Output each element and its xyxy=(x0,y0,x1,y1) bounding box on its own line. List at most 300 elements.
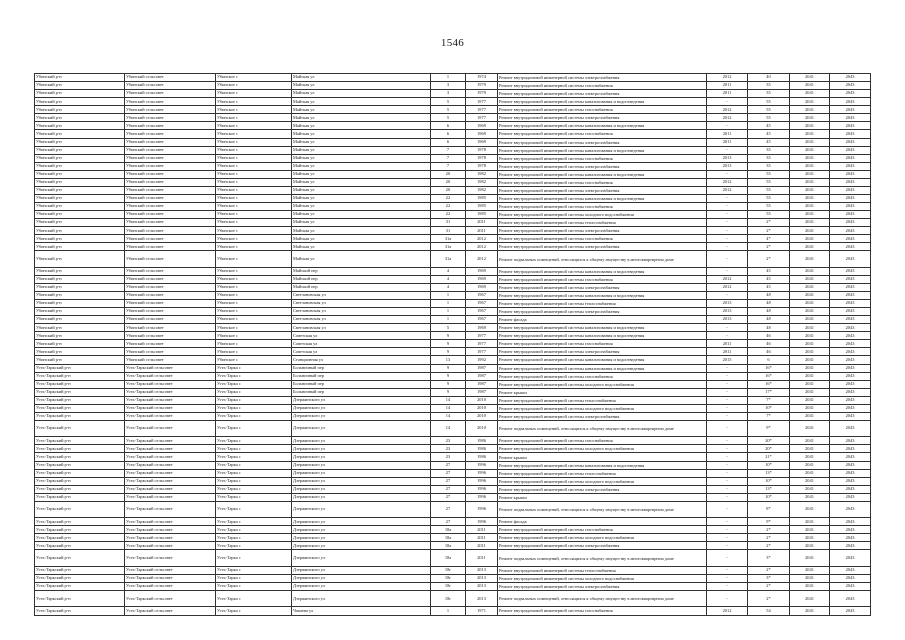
cell-municipality: Убинский сельсовет xyxy=(125,130,216,138)
cell-build-year: 1982 xyxy=(466,186,498,194)
cell-settlement: Убинское с xyxy=(216,194,292,202)
cell-build-year: 1982 xyxy=(466,170,498,178)
cell-plan-start-year: 2041 xyxy=(790,388,830,396)
cell-plan-start-year: 2041 xyxy=(790,130,830,138)
cell-last-repair-year: - xyxy=(707,583,748,591)
cell-build-year: 2011 xyxy=(466,542,498,550)
cell-district: Убинский р-н xyxy=(35,98,125,106)
cell-build-year: 2012 xyxy=(466,251,498,267)
cell-house-number: 1 xyxy=(431,308,466,316)
cell-wear-percent: 10* xyxy=(748,493,790,501)
cell-plan-end-year: 2043 xyxy=(830,227,871,235)
cell-plan-end-year: 2043 xyxy=(830,348,871,356)
cell-wear-percent: 55 xyxy=(748,106,790,114)
cell-wear-percent: 10* xyxy=(748,477,790,485)
cell-settlement: Убинское с xyxy=(216,146,292,154)
cell-last-repair-year: - xyxy=(707,461,748,469)
table-row xyxy=(35,404,871,412)
cell-plan-start-year: 2041 xyxy=(790,308,830,316)
cell-work-type: Ремонт внутридомовой инженерной системы холодного водоснабжения xyxy=(498,211,707,219)
cell-municipality: Усть-Таркский сельсовет xyxy=(125,469,216,477)
cell-work-type: Ремонт внутридомовой инженерной системы электроснабжения xyxy=(498,186,707,194)
cell-district: Усть-Таркский р-н xyxy=(35,461,125,469)
cell-district: Усть-Таркский р-н xyxy=(35,501,125,517)
cell-wear-percent: 35 xyxy=(748,154,790,162)
cell-municipality: Убинский сельсовет xyxy=(125,138,216,146)
cell-district: Убинский р-н xyxy=(35,316,125,324)
cell-work-type: Ремонт внутридомовой инженерной системы газоснабжения xyxy=(498,372,707,380)
cell-municipality: Убинский сельсовет xyxy=(125,332,216,340)
cell-wear-percent: 48 xyxy=(748,316,790,324)
cell-plan-end-year: 2043 xyxy=(830,74,871,82)
cell-municipality: Усть-Таркский сельсовет xyxy=(125,518,216,526)
cell-plan-start-year: 2041 xyxy=(790,324,830,332)
cell-work-type: Ремонт внутридомовой инженерной системы холодного водоснабжения xyxy=(498,445,707,453)
cell-house-number: 23 xyxy=(431,445,466,453)
cell-district: Усть-Таркский р-н xyxy=(35,526,125,534)
cell-wear-percent: 16* xyxy=(748,364,790,372)
cell-last-repair-year: - xyxy=(707,534,748,542)
cell-settlement: Убинское с xyxy=(216,90,292,98)
cell-municipality: Убинский сельсовет xyxy=(125,235,216,243)
cell-street: Станционная ул xyxy=(292,356,431,364)
cell-last-repair-year: 2015 xyxy=(707,356,748,364)
cell-district: Убинский р-н xyxy=(35,227,125,235)
cell-street: Майская ул xyxy=(292,178,431,186)
cell-last-repair-year: - xyxy=(707,453,748,461)
cell-district: Усть-Таркский р-н xyxy=(35,445,125,453)
cell-district: Убинский р-н xyxy=(35,90,125,98)
table-row xyxy=(35,356,871,364)
cell-plan-end-year: 2043 xyxy=(830,445,871,453)
cell-wear-percent: 35 xyxy=(748,82,790,90)
cell-street: Майская ул xyxy=(292,203,431,211)
cell-plan-end-year: 2043 xyxy=(830,316,871,324)
cell-build-year: 2011 xyxy=(466,526,498,534)
cell-wear-percent: 48 xyxy=(748,324,790,332)
table-row xyxy=(35,219,871,227)
cell-district: Усть-Таркский р-н xyxy=(35,469,125,477)
table-row xyxy=(35,607,871,615)
cell-municipality: Убинский сельсовет xyxy=(125,203,216,211)
cell-plan-start-year: 2041 xyxy=(790,90,830,98)
cell-house-number: 6 xyxy=(431,122,466,130)
cell-last-repair-year: 2012 xyxy=(707,186,748,194)
cell-district: Усть-Таркский р-н xyxy=(35,477,125,485)
table-row xyxy=(35,412,871,420)
cell-plan-end-year: 2043 xyxy=(830,574,871,582)
repair-schedule-table xyxy=(34,73,871,616)
cell-street: Майская ул xyxy=(292,154,431,162)
cell-house-number: 4 xyxy=(431,283,466,291)
cell-work-type: Ремонт внутридомовой инженерной системы холодного водоснабжения xyxy=(498,574,707,582)
cell-house-number: 27 xyxy=(431,501,466,517)
cell-house-number: 18а xyxy=(431,526,466,534)
cell-work-type: Ремонт внутридомовой инженерной системы электроснабжения xyxy=(498,348,707,356)
cell-municipality: Усть-Таркский сельсовет xyxy=(125,493,216,501)
cell-house-number: 9 xyxy=(431,388,466,396)
cell-plan-end-year: 2043 xyxy=(830,324,871,332)
cell-plan-start-year: 2041 xyxy=(790,477,830,485)
cell-build-year: 1985 xyxy=(466,203,498,211)
cell-house-number: 9 xyxy=(431,380,466,388)
cell-plan-start-year: 2041 xyxy=(790,607,830,615)
table-row xyxy=(35,534,871,542)
cell-house-number: 14 xyxy=(431,404,466,412)
cell-plan-start-year: 2041 xyxy=(790,332,830,340)
cell-plan-end-year: 2043 xyxy=(830,138,871,146)
cell-wear-percent: 2* xyxy=(748,566,790,574)
cell-municipality: Усть-Таркский сельсовет xyxy=(125,445,216,453)
cell-street: Дзержинского ул xyxy=(292,574,431,582)
cell-work-type: Ремонт внутридомовой инженерной системы канализования и водоотведения xyxy=(498,364,707,372)
cell-house-number: 31а xyxy=(431,251,466,267)
cell-house-number: 9 xyxy=(431,340,466,348)
cell-municipality: Усть-Таркский сельсовет xyxy=(125,607,216,615)
cell-work-type: Ремонт внутридомовой инженерной системы газоснабжения xyxy=(498,130,707,138)
cell-build-year: 2011 xyxy=(466,227,498,235)
cell-plan-start-year: 2041 xyxy=(790,404,830,412)
cell-plan-end-year: 2043 xyxy=(830,300,871,308)
cell-last-repair-year: 2011 xyxy=(707,348,748,356)
cell-wear-percent: 2* xyxy=(748,583,790,591)
cell-wear-percent: 13* xyxy=(748,485,790,493)
cell-house-number: 4 xyxy=(431,275,466,283)
cell-plan-end-year: 2043 xyxy=(830,243,871,251)
cell-work-type: Ремонт крыши xyxy=(498,453,707,461)
table-row xyxy=(35,82,871,90)
table-row xyxy=(35,364,871,372)
cell-house-number: 22 xyxy=(431,211,466,219)
cell-wear-percent: 55 xyxy=(748,98,790,106)
cell-work-type: Ремонт подвальных помещений, относящихся к общему имуществу в многоквартирном доме xyxy=(498,591,707,607)
cell-build-year: 2013 xyxy=(466,591,498,607)
cell-work-type: Ремонт внутридомовой инженерной системы канализования и водоотведения xyxy=(498,170,707,178)
cell-work-type: Ремонт внутридомовой инженерной системы электроснабжения xyxy=(498,227,707,235)
cell-settlement: Убинское с xyxy=(216,356,292,364)
cell-plan-start-year: 2041 xyxy=(790,114,830,122)
cell-wear-percent: 55 xyxy=(748,194,790,202)
table-row xyxy=(35,477,871,485)
cell-plan-start-year: 2041 xyxy=(790,219,830,227)
cell-house-number: 7 xyxy=(431,154,466,162)
cell-street: Дзержинского ул xyxy=(292,404,431,412)
cell-district: Усть-Таркский р-н xyxy=(35,388,125,396)
cell-last-repair-year: 2011 xyxy=(707,130,748,138)
cell-build-year: 2011 xyxy=(466,534,498,542)
cell-settlement: Усть-Тарка с xyxy=(216,477,292,485)
cell-house-number: 1 xyxy=(431,316,466,324)
cell-plan-end-year: 2043 xyxy=(830,542,871,550)
cell-build-year: 1978 xyxy=(466,154,498,162)
cell-plan-start-year: 2041 xyxy=(790,453,830,461)
cell-build-year: 2010 xyxy=(466,404,498,412)
cell-plan-start-year: 2041 xyxy=(790,542,830,550)
cell-build-year: 1986 xyxy=(466,445,498,453)
cell-build-year: 1977 xyxy=(466,332,498,340)
cell-house-number: 7 xyxy=(431,146,466,154)
cell-plan-start-year: 2041 xyxy=(790,340,830,348)
cell-last-repair-year: - xyxy=(707,591,748,607)
cell-district: Усть-Таркский р-н xyxy=(35,485,125,493)
cell-street: Майская ул xyxy=(292,138,431,146)
cell-house-number: 18г xyxy=(431,574,466,582)
cell-build-year: 1978 xyxy=(466,162,498,170)
cell-street: Дзержинского ул xyxy=(292,566,431,574)
cell-district: Усть-Таркский р-н xyxy=(35,518,125,526)
cell-build-year: 1979 xyxy=(466,90,498,98)
cell-street: Майская ул xyxy=(292,162,431,170)
table-row xyxy=(35,235,871,243)
cell-settlement: Убинское с xyxy=(216,251,292,267)
cell-build-year: 1969 xyxy=(466,324,498,332)
cell-build-year: 1996 xyxy=(466,493,498,501)
cell-work-type: Ремонт внутридомовой инженерной системы газоснабжения xyxy=(498,526,707,534)
table-row xyxy=(35,74,871,82)
table-row xyxy=(35,98,871,106)
cell-last-repair-year: - xyxy=(707,146,748,154)
cell-municipality: Убинский сельсовет xyxy=(125,211,216,219)
cell-work-type: Ремонт внутридомовой инженерной системы электроснабжения xyxy=(498,138,707,146)
cell-settlement: Усть-Тарка с xyxy=(216,396,292,404)
cell-wear-percent: 7* xyxy=(748,412,790,420)
table-row xyxy=(35,300,871,308)
cell-last-repair-year: 2013 xyxy=(707,308,748,316)
cell-wear-percent: 45 xyxy=(748,138,790,146)
cell-street: Майская ул xyxy=(292,74,431,82)
cell-last-repair-year: 2011 xyxy=(707,82,748,90)
cell-last-repair-year: - xyxy=(707,380,748,388)
cell-wear-percent: 8* xyxy=(748,501,790,517)
cell-settlement: Убинское с xyxy=(216,316,292,324)
cell-last-repair-year: - xyxy=(707,332,748,340)
cell-street: Майская ул xyxy=(292,170,431,178)
cell-last-repair-year: - xyxy=(707,227,748,235)
cell-municipality: Убинский сельсовет xyxy=(125,219,216,227)
cell-last-repair-year: - xyxy=(707,396,748,404)
cell-street: Дзержинского ул xyxy=(292,501,431,517)
cell-settlement: Усть-Тарка с xyxy=(216,453,292,461)
cell-settlement: Убинское с xyxy=(216,332,292,340)
cell-plan-start-year: 2041 xyxy=(790,420,830,436)
cell-build-year: 2011 xyxy=(466,219,498,227)
cell-street: Майская ул xyxy=(292,219,431,227)
cell-district: Убинский р-н xyxy=(35,243,125,251)
cell-wear-percent: 45 xyxy=(748,130,790,138)
cell-wear-percent: 16* xyxy=(748,380,790,388)
cell-municipality: Усть-Таркский сельсовет xyxy=(125,501,216,517)
cell-work-type: Ремонт внутридомовой инженерной системы теплоснабжения xyxy=(498,300,707,308)
cell-plan-end-year: 2043 xyxy=(830,340,871,348)
cell-street: Советская ул xyxy=(292,340,431,348)
table-row xyxy=(35,396,871,404)
cell-settlement: Усть-Тарка с xyxy=(216,566,292,574)
cell-municipality: Усть-Таркский сельсовет xyxy=(125,485,216,493)
cell-settlement: Убинское с xyxy=(216,243,292,251)
cell-district: Усть-Таркский р-н xyxy=(35,453,125,461)
cell-build-year: 2013 xyxy=(466,583,498,591)
cell-municipality: Убинский сельсовет xyxy=(125,340,216,348)
cell-build-year: 1987 xyxy=(466,380,498,388)
cell-work-type: Ремонт внутридомовой инженерной системы электроснабжения xyxy=(498,583,707,591)
cell-street: Светлановская ул xyxy=(292,291,431,299)
cell-work-type: Ремонт внутридомовой инженерной системы холодного водоснабжения xyxy=(498,534,707,542)
cell-plan-start-year: 2041 xyxy=(790,591,830,607)
cell-wear-percent: 2* xyxy=(748,243,790,251)
cell-street: Дзержинского ул xyxy=(292,453,431,461)
cell-last-repair-year: - xyxy=(707,243,748,251)
cell-street: Майская ул xyxy=(292,90,431,98)
cell-municipality: Убинский сельсовет xyxy=(125,98,216,106)
cell-municipality: Усть-Таркский сельсовет xyxy=(125,583,216,591)
cell-plan-start-year: 2041 xyxy=(790,138,830,146)
cell-build-year: 1982 xyxy=(466,178,498,186)
cell-street: Майская ул xyxy=(292,194,431,202)
cell-build-year: 1987 xyxy=(466,372,498,380)
cell-last-repair-year: 2013 xyxy=(707,154,748,162)
cell-wear-percent: 46 xyxy=(748,332,790,340)
cell-settlement: Убинское с xyxy=(216,98,292,106)
cell-wear-percent: 45 xyxy=(748,283,790,291)
cell-district: Убинский р-н xyxy=(35,300,125,308)
cell-plan-end-year: 2043 xyxy=(830,388,871,396)
cell-street: Майская ул xyxy=(292,211,431,219)
cell-street: Советская ул xyxy=(292,332,431,340)
cell-municipality: Убинский сельсовет xyxy=(125,186,216,194)
cell-settlement: Убинское с xyxy=(216,154,292,162)
table-row xyxy=(35,485,871,493)
cell-work-type: Ремонт внутридомовой инженерной системы газоснабжения xyxy=(498,235,707,243)
cell-plan-end-year: 2043 xyxy=(830,186,871,194)
cell-house-number: 1 xyxy=(431,300,466,308)
cell-plan-start-year: 2041 xyxy=(790,186,830,194)
cell-municipality: Усть-Таркский сельсовет xyxy=(125,534,216,542)
cell-municipality: Убинский сельсовет xyxy=(125,82,216,90)
cell-house-number: 1 xyxy=(431,607,466,615)
cell-settlement: Убинское с xyxy=(216,324,292,332)
cell-municipality: Убинский сельсовет xyxy=(125,251,216,267)
cell-wear-percent: 2* xyxy=(748,591,790,607)
cell-last-repair-year: - xyxy=(707,493,748,501)
table-row xyxy=(35,203,871,211)
cell-plan-end-year: 2043 xyxy=(830,412,871,420)
cell-plan-start-year: 2041 xyxy=(790,380,830,388)
cell-plan-end-year: 2043 xyxy=(830,420,871,436)
cell-plan-start-year: 2041 xyxy=(790,275,830,283)
table-row xyxy=(35,501,871,517)
cell-municipality: Усть-Таркский сельсовет xyxy=(125,420,216,436)
cell-house-number: 27 xyxy=(431,477,466,485)
cell-wear-percent: 55 xyxy=(748,178,790,186)
cell-build-year: 2010 xyxy=(466,396,498,404)
cell-house-number: 18а xyxy=(431,542,466,550)
cell-municipality: Усть-Таркский сельсовет xyxy=(125,364,216,372)
cell-build-year: 1977 xyxy=(466,98,498,106)
cell-plan-end-year: 2043 xyxy=(830,308,871,316)
table-row xyxy=(35,542,871,550)
cell-build-year: 1978 xyxy=(466,146,498,154)
cell-settlement: Усть-Тарка с xyxy=(216,574,292,582)
cell-last-repair-year: 2013 xyxy=(707,316,748,324)
cell-district: Убинский р-н xyxy=(35,178,125,186)
cell-plan-end-year: 2043 xyxy=(830,106,871,114)
cell-last-repair-year: - xyxy=(707,550,748,566)
cell-street: Больничный пер xyxy=(292,388,431,396)
cell-house-number: 20 xyxy=(431,170,466,178)
cell-plan-start-year: 2041 xyxy=(790,194,830,202)
cell-plan-start-year: 2041 xyxy=(790,485,830,493)
cell-plan-end-year: 2043 xyxy=(830,283,871,291)
cell-work-type: Ремонт внутридомовой инженерной системы теплоснабжения xyxy=(498,566,707,574)
table-row xyxy=(35,574,871,582)
cell-district: Убинский р-н xyxy=(35,162,125,170)
table-row xyxy=(35,275,871,283)
cell-plan-end-year: 2043 xyxy=(830,146,871,154)
cell-plan-end-year: 2043 xyxy=(830,211,871,219)
cell-plan-end-year: 2043 xyxy=(830,356,871,364)
cell-wear-percent: 2* xyxy=(748,534,790,542)
cell-build-year: 2012 xyxy=(466,243,498,251)
cell-work-type: Ремонт внутридомовой инженерной системы газоснабжения xyxy=(498,203,707,211)
cell-municipality: Убинский сельсовет xyxy=(125,308,216,316)
cell-district: Убинский р-н xyxy=(35,74,125,82)
cell-build-year: 1967 xyxy=(466,308,498,316)
cell-plan-end-year: 2043 xyxy=(830,122,871,130)
cell-last-repair-year: - xyxy=(707,203,748,211)
cell-street: Майская ул xyxy=(292,251,431,267)
cell-street: Майская ул xyxy=(292,227,431,235)
cell-plan-start-year: 2041 xyxy=(790,526,830,534)
cell-plan-start-year: 2041 xyxy=(790,178,830,186)
cell-build-year: 1987 xyxy=(466,364,498,372)
cell-municipality: Усть-Таркский сельсовет xyxy=(125,404,216,412)
cell-house-number: 23 xyxy=(431,437,466,445)
cell-street: Дзержинского ул xyxy=(292,469,431,477)
cell-street: Дзержинского ул xyxy=(292,518,431,526)
cell-street: Светлановская ул xyxy=(292,300,431,308)
cell-settlement: Убинское с xyxy=(216,291,292,299)
cell-build-year: 2011 xyxy=(466,550,498,566)
cell-plan-end-year: 2043 xyxy=(830,453,871,461)
cell-street: Майская ул xyxy=(292,130,431,138)
cell-municipality: Убинский сельсовет xyxy=(125,74,216,82)
cell-last-repair-year: - xyxy=(707,324,748,332)
cell-district: Усть-Таркский р-н xyxy=(35,607,125,615)
cell-street: Дзержинского ул xyxy=(292,591,431,607)
cell-wear-percent: 48 xyxy=(748,291,790,299)
cell-municipality: Усть-Таркский сельсовет xyxy=(125,566,216,574)
cell-settlement: Усть-Тарка с xyxy=(216,469,292,477)
cell-house-number: 18а xyxy=(431,534,466,542)
cell-municipality: Усть-Таркский сельсовет xyxy=(125,461,216,469)
cell-district: Убинский р-н xyxy=(35,114,125,122)
cell-plan-end-year: 2043 xyxy=(830,251,871,267)
table-row xyxy=(35,526,871,534)
cell-street: Майская ул xyxy=(292,235,431,243)
cell-last-repair-year: 2011 xyxy=(707,340,748,348)
cell-plan-end-year: 2043 xyxy=(830,82,871,90)
cell-wear-percent: 10* xyxy=(748,461,790,469)
table-row xyxy=(35,251,871,267)
cell-district: Убинский р-н xyxy=(35,146,125,154)
table-row xyxy=(35,332,871,340)
table-row xyxy=(35,170,871,178)
table-row xyxy=(35,461,871,469)
cell-last-repair-year: - xyxy=(707,211,748,219)
table-row xyxy=(35,291,871,299)
table-row xyxy=(35,591,871,607)
cell-plan-start-year: 2041 xyxy=(790,437,830,445)
